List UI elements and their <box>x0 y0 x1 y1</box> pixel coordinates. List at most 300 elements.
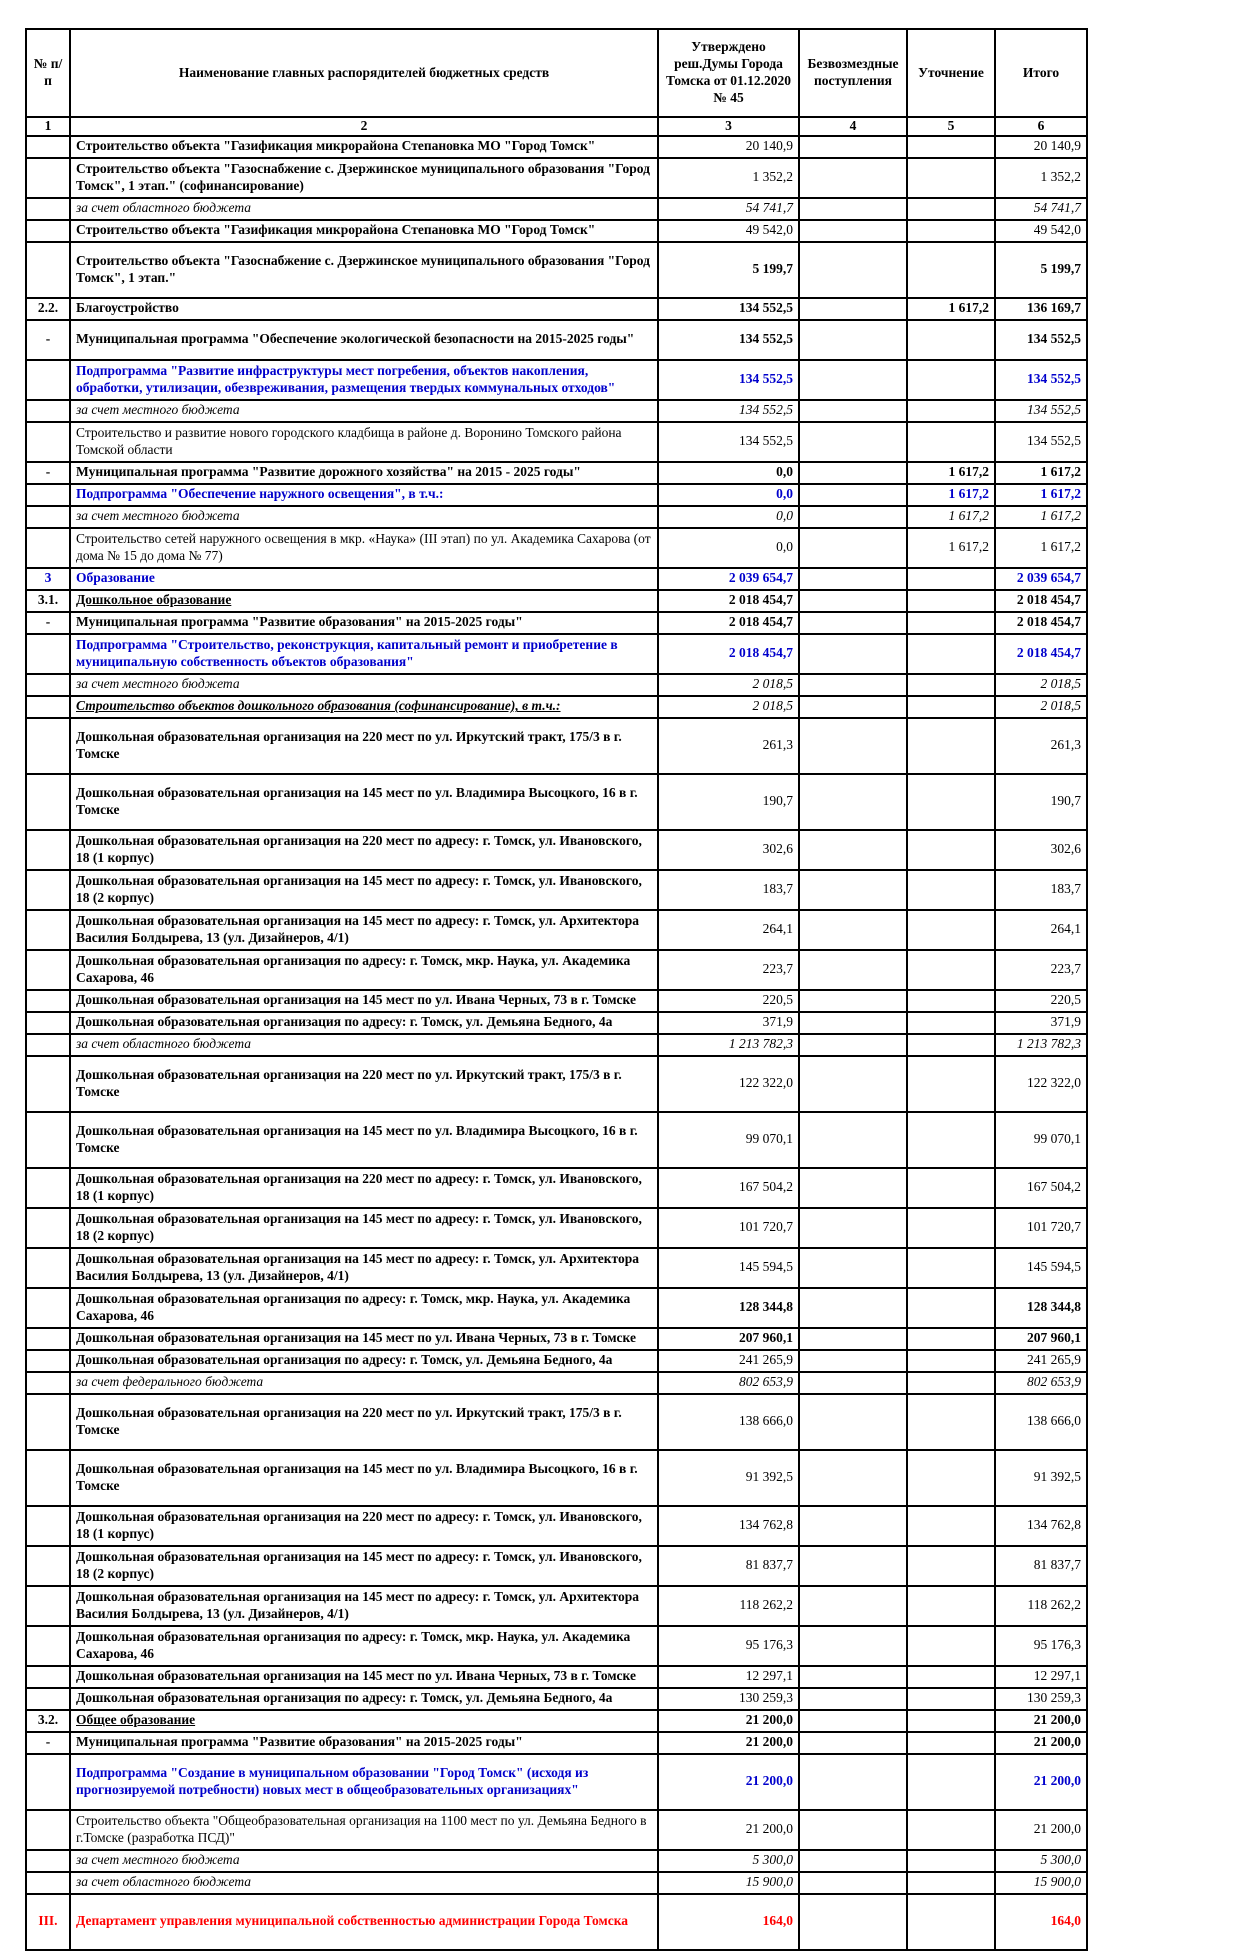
clarification-value <box>907 320 995 360</box>
row-name: Муниципальная программа "Развитие образования" на 2015-2025 годы" <box>70 1732 658 1754</box>
approved-value: 223,7 <box>658 950 799 990</box>
approved-value: 118 262,2 <box>658 1586 799 1626</box>
gratuitous-value <box>799 1688 907 1710</box>
approved-value: 15 900,0 <box>658 1872 799 1894</box>
gratuitous-value <box>799 484 907 506</box>
table-row <box>26 1754 1087 1810</box>
table-row <box>26 1586 1087 1626</box>
row-number <box>26 1208 70 1248</box>
total-value: 1 617,2 <box>995 528 1087 568</box>
row-name: за счет местного бюджета <box>70 674 658 696</box>
approved-value: 21 200,0 <box>658 1810 799 1850</box>
gratuitous-value <box>799 158 907 198</box>
clarification-value <box>907 1012 995 1034</box>
approved-value: 21 200,0 <box>658 1754 799 1810</box>
clarification-value <box>907 950 995 990</box>
clarification-value <box>907 1872 995 1894</box>
total-value: 1 617,2 <box>995 484 1087 506</box>
row-name: Общее образование <box>70 1710 658 1732</box>
approved-value: 21 200,0 <box>658 1710 799 1732</box>
table-row <box>26 422 1087 462</box>
table-row <box>26 830 1087 870</box>
table-row <box>26 1506 1087 1546</box>
gratuitous-value <box>799 1394 907 1450</box>
row-name: Строительство объекта "Общеобразовательная организация на 1100 мест по ул. Демьяна Бедного в г.Томске (разработка ПСД)" <box>70 1810 658 1850</box>
gratuitous-value <box>799 1710 907 1732</box>
gratuitous-value <box>799 242 907 298</box>
table-body <box>26 136 1087 1950</box>
row-name: Дошкольная образовательная организация на 145 мест по адресу: г. Томск, ул. Архитектора Василия Болдырева, 13 (ул. Дизайнеров, 4/1) <box>70 910 658 950</box>
clarification-value: 1 617,2 <box>907 298 995 320</box>
clarification-value <box>907 1328 995 1350</box>
gratuitous-value <box>799 718 907 774</box>
total-value: 49 542,0 <box>995 220 1087 242</box>
approved-value: 145 594,5 <box>658 1248 799 1288</box>
approved-value: 81 837,7 <box>658 1546 799 1586</box>
clarification-value <box>907 422 995 462</box>
row-name: Дошкольная образовательная организация по адресу: г. Томск, мкр. Наука, ул. Академика Сахарова, 46 <box>70 950 658 990</box>
header-col-total: Итого <box>995 29 1087 117</box>
table-row <box>26 612 1087 634</box>
table-row <box>26 1328 1087 1350</box>
total-value: 2 039 654,7 <box>995 568 1087 590</box>
row-name: Дошкольная образовательная организация на 220 мест по ул. Иркутский тракт, 175/3 в г. Томске <box>70 718 658 774</box>
row-number <box>26 1754 70 1810</box>
row-name: Подпрограмма "Обеспечение наружного освещения", в т.ч.: <box>70 484 658 506</box>
row-name: за счет федерального бюджета <box>70 1372 658 1394</box>
clarification-value <box>907 1450 995 1506</box>
total-value: 1 617,2 <box>995 506 1087 528</box>
total-value: 21 200,0 <box>995 1754 1087 1810</box>
table-row <box>26 242 1087 298</box>
approved-value: 2 018,5 <box>658 696 799 718</box>
total-value: 167 504,2 <box>995 1168 1087 1208</box>
row-name: Дошкольная образовательная организация на 220 мест по адресу: г. Томск, ул. Ивановского, 18 (1 корпус) <box>70 830 658 870</box>
row-number <box>26 1688 70 1710</box>
total-value: 91 392,5 <box>995 1450 1087 1506</box>
gratuitous-value <box>799 1248 907 1288</box>
row-number <box>26 400 70 422</box>
total-value: 12 297,1 <box>995 1666 1087 1688</box>
row-name: Образование <box>70 568 658 590</box>
approved-value: 95 176,3 <box>658 1626 799 1666</box>
column-index-row <box>26 117 1087 136</box>
row-number <box>26 484 70 506</box>
total-value: 207 960,1 <box>995 1328 1087 1350</box>
approved-value: 134 552,5 <box>658 320 799 360</box>
table-row <box>26 910 1087 950</box>
row-name: Строительство объекта "Газоснабжение с. Дзержинское муниципального образования "Город Томск", 1 этап." (софинансирование) <box>70 158 658 198</box>
row-name: Строительство объектов дошкольного образования (софинансирование), в т.ч.: <box>70 696 658 718</box>
row-number <box>26 910 70 950</box>
total-value: 220,5 <box>995 990 1087 1012</box>
clarification-value <box>907 1394 995 1450</box>
gratuitous-value <box>799 528 907 568</box>
row-name: Дошкольная образовательная организация на 145 мест по ул. Ивана Черных, 73 в г. Томске <box>70 990 658 1012</box>
approved-value: 0,0 <box>658 462 799 484</box>
row-name: Благоустройство <box>70 298 658 320</box>
row-name: Департамент управления муниципальной собственностью администрации Города Томска <box>70 1894 658 1950</box>
row-number <box>26 1328 70 1350</box>
row-number <box>26 1810 70 1850</box>
total-value: 54 741,7 <box>995 198 1087 220</box>
clarification-value <box>907 1034 995 1056</box>
gratuitous-value <box>799 1626 907 1666</box>
table-row <box>26 506 1087 528</box>
row-name: Дошкольная образовательная организация на 145 мест по ул. Владимира Высоцкого, 16 в г. Томске <box>70 1450 658 1506</box>
approved-value: 138 666,0 <box>658 1394 799 1450</box>
row-name: Дошкольная образовательная организация на 145 мест по ул. Ивана Черных, 73 в г. Томске <box>70 1328 658 1350</box>
table-row <box>26 198 1087 220</box>
table-row <box>26 1350 1087 1372</box>
approved-value: 0,0 <box>658 484 799 506</box>
header-row <box>26 29 1087 117</box>
gratuitous-value <box>799 696 907 718</box>
row-name: за счет областного бюджета <box>70 198 658 220</box>
gratuitous-value <box>799 1754 907 1810</box>
clarification-value <box>907 242 995 298</box>
row-number: - <box>26 462 70 484</box>
clarification-value <box>907 774 995 830</box>
table-row <box>26 462 1087 484</box>
table-row <box>26 774 1087 830</box>
row-name: за счет областного бюджета <box>70 1034 658 1056</box>
gratuitous-value <box>799 506 907 528</box>
table-row <box>26 990 1087 1012</box>
row-number <box>26 718 70 774</box>
total-value: 21 200,0 <box>995 1710 1087 1732</box>
table-row <box>26 1810 1087 1850</box>
clarification-value <box>907 1546 995 1586</box>
gratuitous-value <box>799 674 907 696</box>
row-name: Дошкольная образовательная организация на 145 мест по ул. Ивана Черных, 73 в г. Томске <box>70 1666 658 1688</box>
gratuitous-value <box>799 1546 907 1586</box>
gratuitous-value <box>799 1506 907 1546</box>
header-col-name: Наименование главных распорядителей бюджетных средств <box>70 29 658 117</box>
approved-value: 99 070,1 <box>658 1112 799 1168</box>
row-name: Дошкольная образовательная организация на 220 мест по ул. Иркутский тракт, 175/3 в г. Томске <box>70 1056 658 1112</box>
row-name: Дошкольная образовательная организация на 220 мест по ул. Иркутский тракт, 175/3 в г. Томске <box>70 1394 658 1450</box>
clarification-value <box>907 990 995 1012</box>
row-number <box>26 422 70 462</box>
approved-value: 1 352,2 <box>658 158 799 198</box>
clarification-value: 1 617,2 <box>907 484 995 506</box>
table-row <box>26 568 1087 590</box>
row-name: Строительство сетей наружного освещения в мкр. «Наука» (III этап) по ул. Академика Сахарова (от дома № 15 до дома № 77) <box>70 528 658 568</box>
table-row <box>26 718 1087 774</box>
row-name: Строительство объекта "Газификация микрорайона Степановка МО "Город Томск" <box>70 136 658 158</box>
row-number <box>26 1168 70 1208</box>
gratuitous-value <box>799 198 907 220</box>
row-number <box>26 870 70 910</box>
table-row <box>26 158 1087 198</box>
gratuitous-value <box>799 830 907 870</box>
row-name: Дошкольная образовательная организация на 145 мест по ул. Владимира Высоцкого, 16 в г. Томске <box>70 1112 658 1168</box>
column-index: 1 <box>26 117 70 136</box>
row-number <box>26 1546 70 1586</box>
row-number <box>26 1012 70 1034</box>
row-number <box>26 634 70 674</box>
row-number <box>26 1372 70 1394</box>
table-row <box>26 1372 1087 1394</box>
clarification-value <box>907 158 995 198</box>
row-number: 3.2. <box>26 1710 70 1732</box>
row-number <box>26 950 70 990</box>
total-value: 122 322,0 <box>995 1056 1087 1112</box>
column-index: 6 <box>995 117 1087 136</box>
gratuitous-value <box>799 990 907 1012</box>
row-number <box>26 198 70 220</box>
total-value: 101 720,7 <box>995 1208 1087 1248</box>
header-col-number: № п/п <box>26 29 70 117</box>
table-row <box>26 400 1087 422</box>
gratuitous-value <box>799 220 907 242</box>
row-name: Дошкольная образовательная организация по адресу: г. Томск, ул. Демьяна Бедного, 4а <box>70 1012 658 1034</box>
clarification-value <box>907 568 995 590</box>
clarification-value <box>907 612 995 634</box>
table-row <box>26 696 1087 718</box>
row-name: Дошкольная образовательная организация на 145 мест по адресу: г. Томск, ул. Архитектора Василия Болдырева, 13 (ул. Дизайнеров, 4/1) <box>70 1248 658 1288</box>
total-value: 134 762,8 <box>995 1506 1087 1546</box>
row-number <box>26 696 70 718</box>
approved-value: 0,0 <box>658 506 799 528</box>
clarification-value <box>907 1056 995 1112</box>
row-number <box>26 158 70 198</box>
total-value: 145 594,5 <box>995 1248 1087 1288</box>
clarification-value <box>907 590 995 612</box>
clarification-value <box>907 198 995 220</box>
row-name: за счет областного бюджета <box>70 1872 658 1894</box>
clarification-value <box>907 1666 995 1688</box>
gratuitous-value <box>799 1372 907 1394</box>
row-name: Строительство объекта "Газоснабжение с. Дзержинское муниципального образования "Город Томск", 1 этап." <box>70 242 658 298</box>
clarification-value <box>907 1168 995 1208</box>
table-row <box>26 1394 1087 1450</box>
clarification-value <box>907 910 995 950</box>
row-number <box>26 528 70 568</box>
clarification-value <box>907 1710 995 1732</box>
row-number <box>26 1034 70 1056</box>
approved-value: 91 392,5 <box>658 1450 799 1506</box>
row-name: Подпрограмма "Развитие инфраструктуры мест погребения, объектов накопления, обработки, утилизации, обезвреживания, размещения твердых коммунальных отходов" <box>70 360 658 400</box>
approved-value: 164,0 <box>658 1894 799 1950</box>
approved-value: 5 300,0 <box>658 1850 799 1872</box>
table-row <box>26 1872 1087 1894</box>
gratuitous-value <box>799 320 907 360</box>
clarification-value <box>907 1732 995 1754</box>
row-number <box>26 1112 70 1168</box>
total-value: 81 837,7 <box>995 1546 1087 1586</box>
row-number <box>26 242 70 298</box>
gratuitous-value <box>799 612 907 634</box>
gratuitous-value <box>799 568 907 590</box>
gratuitous-value <box>799 1288 907 1328</box>
clarification-value <box>907 1586 995 1626</box>
row-name: за счет местного бюджета <box>70 506 658 528</box>
row-number <box>26 1248 70 1288</box>
table-row <box>26 484 1087 506</box>
gratuitous-value <box>799 1168 907 1208</box>
clarification-value <box>907 1754 995 1810</box>
total-value: 1 213 782,3 <box>995 1034 1087 1056</box>
row-number <box>26 1586 70 1626</box>
clarification-value <box>907 1850 995 1872</box>
table-row <box>26 1732 1087 1754</box>
approved-value: 20 140,9 <box>658 136 799 158</box>
approved-value: 183,7 <box>658 870 799 910</box>
gratuitous-value <box>799 1894 907 1950</box>
approved-value: 12 297,1 <box>658 1666 799 1688</box>
approved-value: 122 322,0 <box>658 1056 799 1112</box>
approved-value: 2 018 454,7 <box>658 590 799 612</box>
total-value: 21 200,0 <box>995 1732 1087 1754</box>
approved-value: 371,9 <box>658 1012 799 1034</box>
total-value: 5 199,7 <box>995 242 1087 298</box>
table-row <box>26 320 1087 360</box>
row-name: Дошкольная образовательная организация на 145 мест по адресу: г. Томск, ул. Ивановского, 18 (2 корпус) <box>70 1546 658 1586</box>
gratuitous-value <box>799 422 907 462</box>
total-value: 128 344,8 <box>995 1288 1087 1328</box>
clarification-value: 1 617,2 <box>907 506 995 528</box>
approved-value: 1 213 782,3 <box>658 1034 799 1056</box>
row-number <box>26 1872 70 1894</box>
row-name: Подпрограмма "Строительство, реконструкция, капитальный ремонт и приобретение в муниципальную собственность объектов образования" <box>70 634 658 674</box>
row-number <box>26 1056 70 1112</box>
header-col-clarification: Уточнение <box>907 29 995 117</box>
row-name: Строительство и развитие нового городского кладбища в районе д. Воронино Томского района Томской области <box>70 422 658 462</box>
row-name: Дошкольная образовательная организация на 220 мест по адресу: г. Томск, ул. Ивановского, 18 (1 корпус) <box>70 1506 658 1546</box>
total-value: 134 552,5 <box>995 360 1087 400</box>
gratuitous-value <box>799 1056 907 1112</box>
clarification-value <box>907 634 995 674</box>
row-number <box>26 830 70 870</box>
approved-value: 264,1 <box>658 910 799 950</box>
total-value: 138 666,0 <box>995 1394 1087 1450</box>
row-number <box>26 1450 70 1506</box>
header-col-approved: Утверждено реш.Думы Города Томска от 01.12.2020 № 45 <box>658 29 799 117</box>
clarification-value <box>907 1810 995 1850</box>
table-row <box>26 1894 1087 1950</box>
table-row <box>26 634 1087 674</box>
approved-value: 101 720,7 <box>658 1208 799 1248</box>
table-row <box>26 1248 1087 1288</box>
approved-value: 802 653,9 <box>658 1372 799 1394</box>
row-name: Дошкольная образовательная организация по адресу: г. Томск, ул. Демьяна Бедного, 4а <box>70 1350 658 1372</box>
table-row <box>26 1288 1087 1328</box>
total-value: 223,7 <box>995 950 1087 990</box>
clarification-value <box>907 1506 995 1546</box>
total-value: 134 552,5 <box>995 422 1087 462</box>
clarification-value <box>907 830 995 870</box>
total-value: 21 200,0 <box>995 1810 1087 1850</box>
gratuitous-value <box>799 1810 907 1850</box>
clarification-value <box>907 1688 995 1710</box>
table-row <box>26 298 1087 320</box>
row-number <box>26 360 70 400</box>
clarification-value <box>907 870 995 910</box>
approved-value: 2 018 454,7 <box>658 612 799 634</box>
approved-value: 130 259,3 <box>658 1688 799 1710</box>
clarification-value <box>907 718 995 774</box>
row-number: - <box>26 320 70 360</box>
row-number <box>26 774 70 830</box>
row-number: - <box>26 1732 70 1754</box>
gratuitous-value <box>799 1450 907 1506</box>
total-value: 118 262,2 <box>995 1586 1087 1626</box>
approved-value: 2 018 454,7 <box>658 634 799 674</box>
table-row <box>26 674 1087 696</box>
row-number <box>26 1626 70 1666</box>
approved-value: 207 960,1 <box>658 1328 799 1350</box>
table-row <box>26 1056 1087 1112</box>
clarification-value <box>907 1288 995 1328</box>
table-row <box>26 590 1087 612</box>
row-number <box>26 136 70 158</box>
gratuitous-value <box>799 1732 907 1754</box>
gratuitous-value <box>799 1012 907 1034</box>
gratuitous-value <box>799 590 907 612</box>
total-value: 2 018 454,7 <box>995 612 1087 634</box>
approved-value: 220,5 <box>658 990 799 1012</box>
row-name: Дошкольная образовательная организация на 145 мест по адресу: г. Томск, ул. Ивановского, 18 (2 корпус) <box>70 870 658 910</box>
approved-value: 134 552,5 <box>658 400 799 422</box>
row-number: 3.1. <box>26 590 70 612</box>
approved-value: 261,3 <box>658 718 799 774</box>
approved-value: 49 542,0 <box>658 220 799 242</box>
clarification-value <box>907 400 995 422</box>
row-name: Муниципальная программа "Развитие образования" на 2015-2025 годы" <box>70 612 658 634</box>
row-number <box>26 1350 70 1372</box>
approved-value: 134 552,5 <box>658 298 799 320</box>
table-row <box>26 1112 1087 1168</box>
clarification-value <box>907 674 995 696</box>
table-row <box>26 1688 1087 1710</box>
total-value: 134 552,5 <box>995 400 1087 422</box>
gratuitous-value <box>799 1586 907 1626</box>
table-row <box>26 1666 1087 1688</box>
clarification-value <box>907 1208 995 1248</box>
total-value: 5 300,0 <box>995 1850 1087 1872</box>
row-number <box>26 506 70 528</box>
row-number <box>26 1666 70 1688</box>
gratuitous-value <box>799 1666 907 1688</box>
approved-value: 54 741,7 <box>658 198 799 220</box>
gratuitous-value <box>799 1034 907 1056</box>
approved-value: 302,6 <box>658 830 799 870</box>
clarification-value <box>907 1626 995 1666</box>
clarification-value <box>907 696 995 718</box>
total-value: 302,6 <box>995 830 1087 870</box>
clarification-value <box>907 1372 995 1394</box>
gratuitous-value <box>799 1328 907 1350</box>
row-name: Дошкольная образовательная организация по адресу: г. Томск, мкр. Наука, ул. Академика Сахарова, 46 <box>70 1626 658 1666</box>
table-row <box>26 1208 1087 1248</box>
gratuitous-value <box>799 1872 907 1894</box>
gratuitous-value <box>799 1850 907 1872</box>
total-value: 1 352,2 <box>995 158 1087 198</box>
table-row <box>26 1626 1087 1666</box>
row-name: Дошкольная образовательная организация на 220 мест по адресу: г. Томск, ул. Ивановского, 18 (1 корпус) <box>70 1168 658 1208</box>
table-row <box>26 1710 1087 1732</box>
gratuitous-value <box>799 1112 907 1168</box>
gratuitous-value <box>799 462 907 484</box>
row-name: Дошкольная образовательная организация на 145 мест по адресу: г. Томск, ул. Архитектора Василия Болдырева, 13 (ул. Дизайнеров, 4/1) <box>70 1586 658 1626</box>
clarification-value <box>907 360 995 400</box>
gratuitous-value <box>799 910 907 950</box>
clarification-value <box>907 1350 995 1372</box>
row-number <box>26 1288 70 1328</box>
total-value: 164,0 <box>995 1894 1087 1950</box>
